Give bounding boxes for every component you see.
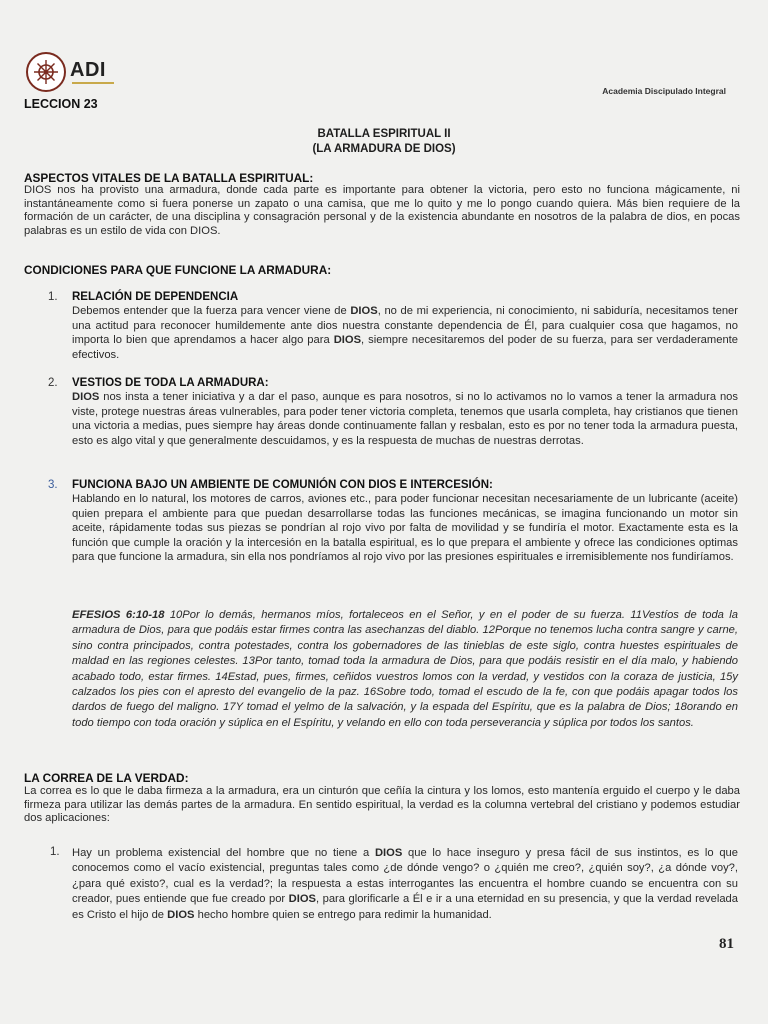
list-item-title: VESTIOS DE TODA LA ARMADURA:	[72, 377, 269, 389]
lesson-number: LECCION 23	[24, 97, 98, 111]
list-number: 2.	[48, 377, 58, 389]
list-number: 1.	[50, 846, 60, 858]
page-number: 81	[719, 936, 734, 952]
list-number: 1.	[48, 291, 58, 303]
list-item-body: Debemos entender que la fuerza para vencer viene de DIOS, no de mi experiencia, ni conocimiento, ni sabiduría, necesitamos tener una actitud para reconocer humildemente ante dios nuestra constante dependencia de Él, para cualquier cosa que hagamos, no importa lo bien que aprendamos a hacer algo para DIOS, siempre necesitaremos del poder de su fuerza, para ser verdaderamente efectivos.	[72, 305, 739, 361]
list-number: 3.	[48, 479, 58, 491]
section-heading-correa: LA CORREA DE LA VERDAD:	[24, 771, 189, 785]
page-title	[0, 127, 768, 157]
section-body-correa: La correa es lo que le daba firmeza a la armadura, era un cinturón que ceñía la cintura y los lomos, esto mantenía erguido el cuerpo y le daba firmeza para utilizar las demás partes de la armadura. En sentido espiritual, la verdad es la columna vertebral del cristiano y podemos estudiar dos aplicaciones:	[24, 785, 740, 825]
title-line-2: (LA ARMADURA DE DIOS)	[312, 143, 456, 155]
list-item-title: FUNCIONA BAJO UN AMBIENTE DE COMUNIÓN CON DIOS E INTERCESIÓN:	[72, 479, 493, 491]
title-line-1: BATALLA ESPIRITUAL II	[317, 128, 451, 140]
ship-wheel-logo-icon	[26, 52, 66, 92]
bible-verse	[72, 608, 738, 731]
section-body-aspectos: DIOS nos ha provisto una armadura, donde cada parte es importante para obtener la victoria, pero esto no funciona mágicamente, ni instantáneamente como si fuera ponerse un zapato o una camisa, que me lo quito y me lo pongo cuando quiera. Más bien requiere de la formación de un carácter, de una disciplina y consagración personal y de la existencia abundante en nosotros de la palabra de dios, en pocas palabras es un estilo de vida con DIOS.	[24, 184, 740, 237]
verse-text: 10Por lo demás, hermanos míos, fortaleceos en el Señor, y en el poder de su fuerza. 11Vestíos de toda la armadura de Dios, para que podáis estar firmes contra las asechanzas del diablo. 12Porque no tenemos lucha contra sangre y carne, sino contra principados, contra potestades, contra los gobernadores de las tinieblas de este siglo, contra huestes espirituales de maldad en las regiones celestes. 13Por tanto, tomad toda la armadura de Dios, para que podáis resistir en el día malo, y habiendo acabado todo, estar firmes. 14Estad, pues, firmes, ceñidos vuestros lomos con la verdad, y vestidos con la coraza de justicia, 15y calzados los pies con el apresto del evangelio de la paz. 16Sobre todo, tomad el escudo de la fe, con que podáis apagar todos los dardos de fuego del maligno. 17Y tomad el yelmo de la salvación, y la espada del Espíritu, que es la palabra de Dios; 18orando en todo tiempo con toda oración y súplica en el Espíritu, y velando en ello con toda perseverancia y súplica por todos los santos.	[72, 609, 738, 729]
list-item-title: RELACIÓN DE DEPENDENCIA	[72, 291, 239, 303]
academy-name: Academia Discipulado Integral	[602, 86, 726, 96]
list-item-body: DIOS nos insta a tener iniciativa y a dar el paso, aunque es para nosotros, si no lo activamos no lo vamos a tener la armadura nos viste, protege nuestras áreas vulnerables, para poder tener victoria completa, tenemos que usarla completa, hay cristianos que tienen una victoria a medias, pues siempre hay áreas donde continuamente fallan y resbalan, esto es por no tener toda la armadura puesta, esto es algo vital y que generalmente descuidamos, y es la respuesta de muchas de nuestras derrotas.	[72, 391, 738, 447]
list-item-body: Hay un problema existencial del hombre que no tiene a DIOS que lo hace inseguro y presa fácil de sus instintos, es lo que conocemos como el vacío existencial, preguntas tales como ¿de dónde vengo? o ¿quién me creo?, ¿quién soy?, ¿a dónde voy?, ¿para qué existo?, cual es la verdad?; la respuesta a estas interrogantes las encuentra el hombre cuando se encuentra con su creador, pues entiende que fue creado por DIOS, para glorificarle a Él e ir a una eternidad en su presencia, y que la verdad revelada es Cristo el hijo de DIOS hecho hombre quien se entrego para redimir la humanidad.	[72, 847, 738, 921]
verse-reference: EFESIOS 6:10-18	[72, 609, 165, 621]
list-item-body: Hablando en lo natural, los motores de carros, aviones etc., para poder funcionar necesitan necesariamente de un lubricante (aceite) quien prepara el ambiente para que puedan desarrollarse todas las funciones mecánicas, se imagina funcionando un motor sin aceite, rápidamente todas sus piezas se pondrían al rojo vivo por falta de movilidad y se fundiría el motor. Exactamente esta es la función que cumple la oración y la intercesión en la batalla espiritual, es lo que prepara el ambiente y ofrece las condiciones optimas para que funcione la armadura, sin ella nos pondríamos al rojo vivo por las presiones espirituales e irremisiblemente nos fundiríamos.	[72, 493, 738, 564]
logo-text: ADI	[70, 59, 106, 81]
logo-underline	[72, 82, 114, 84]
section-heading-condiciones: CONDICIONES PARA QUE FUNCIONE LA ARMADURA:	[24, 263, 332, 277]
section-heading-aspectos: ASPECTOS VITALES DE LA BATALLA ESPIRITUAL:	[24, 171, 314, 185]
adi-logo	[26, 52, 126, 96]
